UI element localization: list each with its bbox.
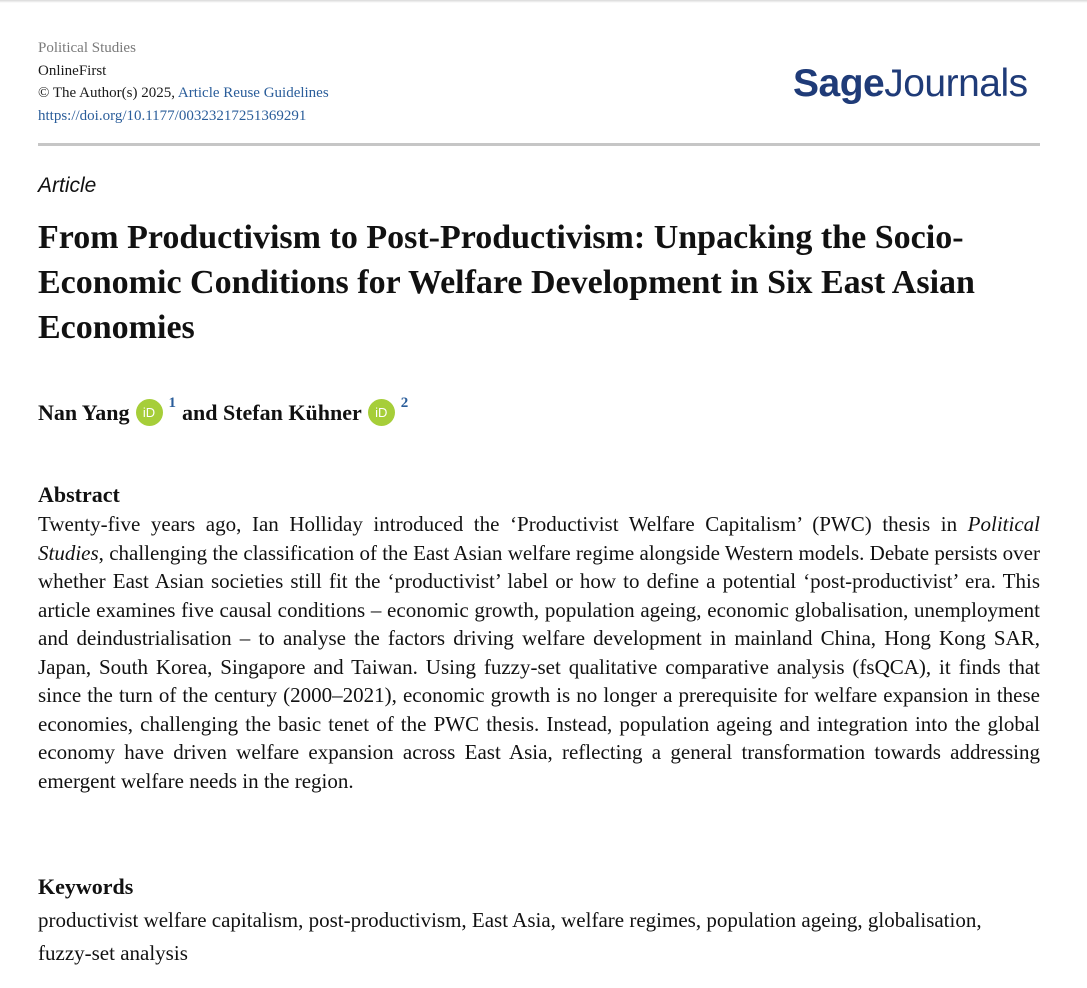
affiliation-marker[interactable]: 1 — [168, 395, 176, 411]
abstract-text-part: Twenty-five years ago, Ian Holliday introduced the ‘Productivist Welfare Capitalism’ (PWC) thesis in — [38, 512, 968, 536]
article-meta — [38, 37, 329, 127]
author-list — [38, 395, 414, 426]
copyright-line — [38, 82, 329, 105]
doi-link[interactable]: https://doi.org/10.1177/00323217251369291 — [38, 107, 307, 124]
abstract-text-part: , challenging the classification of the East Asian welfare regime alongside Western models. Debate persists over whether East Asian societies still fit the ‘productivist’ label or how to define a potential ‘post-productivist’ era. This article examines five causal conditions – economic growth, population ageing, economic globalisation, unemployment and deindustrialisation – to analyse the factors driving welfare development in mainland China, Hong Kong SAR, Japan, South Korea, Singapore and Taiwan. Using fuzzy-set qualitative comparative analysis (fsQCA), it finds that since the turn of the century (2000–2021), economic growth is no longer a prerequisite for welfare expansion in these economies, challenging the basic tenet of the PWC thesis. Instead, population ageing and integration into the global economy have driven welfare expansion across East Asia, reflecting a general transformation towards addressing emergent welfare needs in the region. — [38, 540, 1040, 793]
keywords-heading: Keywords — [38, 874, 134, 899]
journal-name: Political Studies — [38, 40, 136, 56]
author-name: Stefan Kühner — [222, 399, 362, 425]
author-join: and — [182, 399, 218, 425]
journal-title-italic: Political Studies — [38, 512, 1040, 565]
orcid-icon[interactable]: iD — [136, 399, 163, 426]
logo-journals: Journals — [884, 62, 1028, 105]
reuse-guidelines-link[interactable]: Article Reuse Guidelines — [177, 85, 329, 101]
abstract-heading: Abstract — [38, 482, 120, 507]
sage-journals-logo[interactable] — [793, 62, 1028, 106]
author-name: Nan Yang — [38, 399, 130, 425]
article-type: Article — [38, 174, 97, 197]
abstract-text — [38, 510, 1040, 795]
header-divider — [38, 143, 1040, 146]
orcid-icon[interactable]: iD — [368, 399, 395, 426]
affiliation-marker[interactable]: 2 — [400, 395, 409, 411]
publication-status: OnlineFirst — [38, 62, 107, 79]
copyright-text: © The Author(s) 2025, — [38, 85, 175, 101]
article-title: From Productivism to Post-Productivism: Unpacking the Socio-Economic Conditions for Welfare Development in Six East Asian Economies — [38, 219, 975, 346]
logo-sage: Sage — [793, 62, 885, 105]
keywords-text: productivist welfare capitalism, post-productivism, East Asia, welfare regimes, population ageing, globalisation, fuzzy-set analysis — [38, 908, 982, 965]
top-shadow — [0, 0, 1087, 3]
